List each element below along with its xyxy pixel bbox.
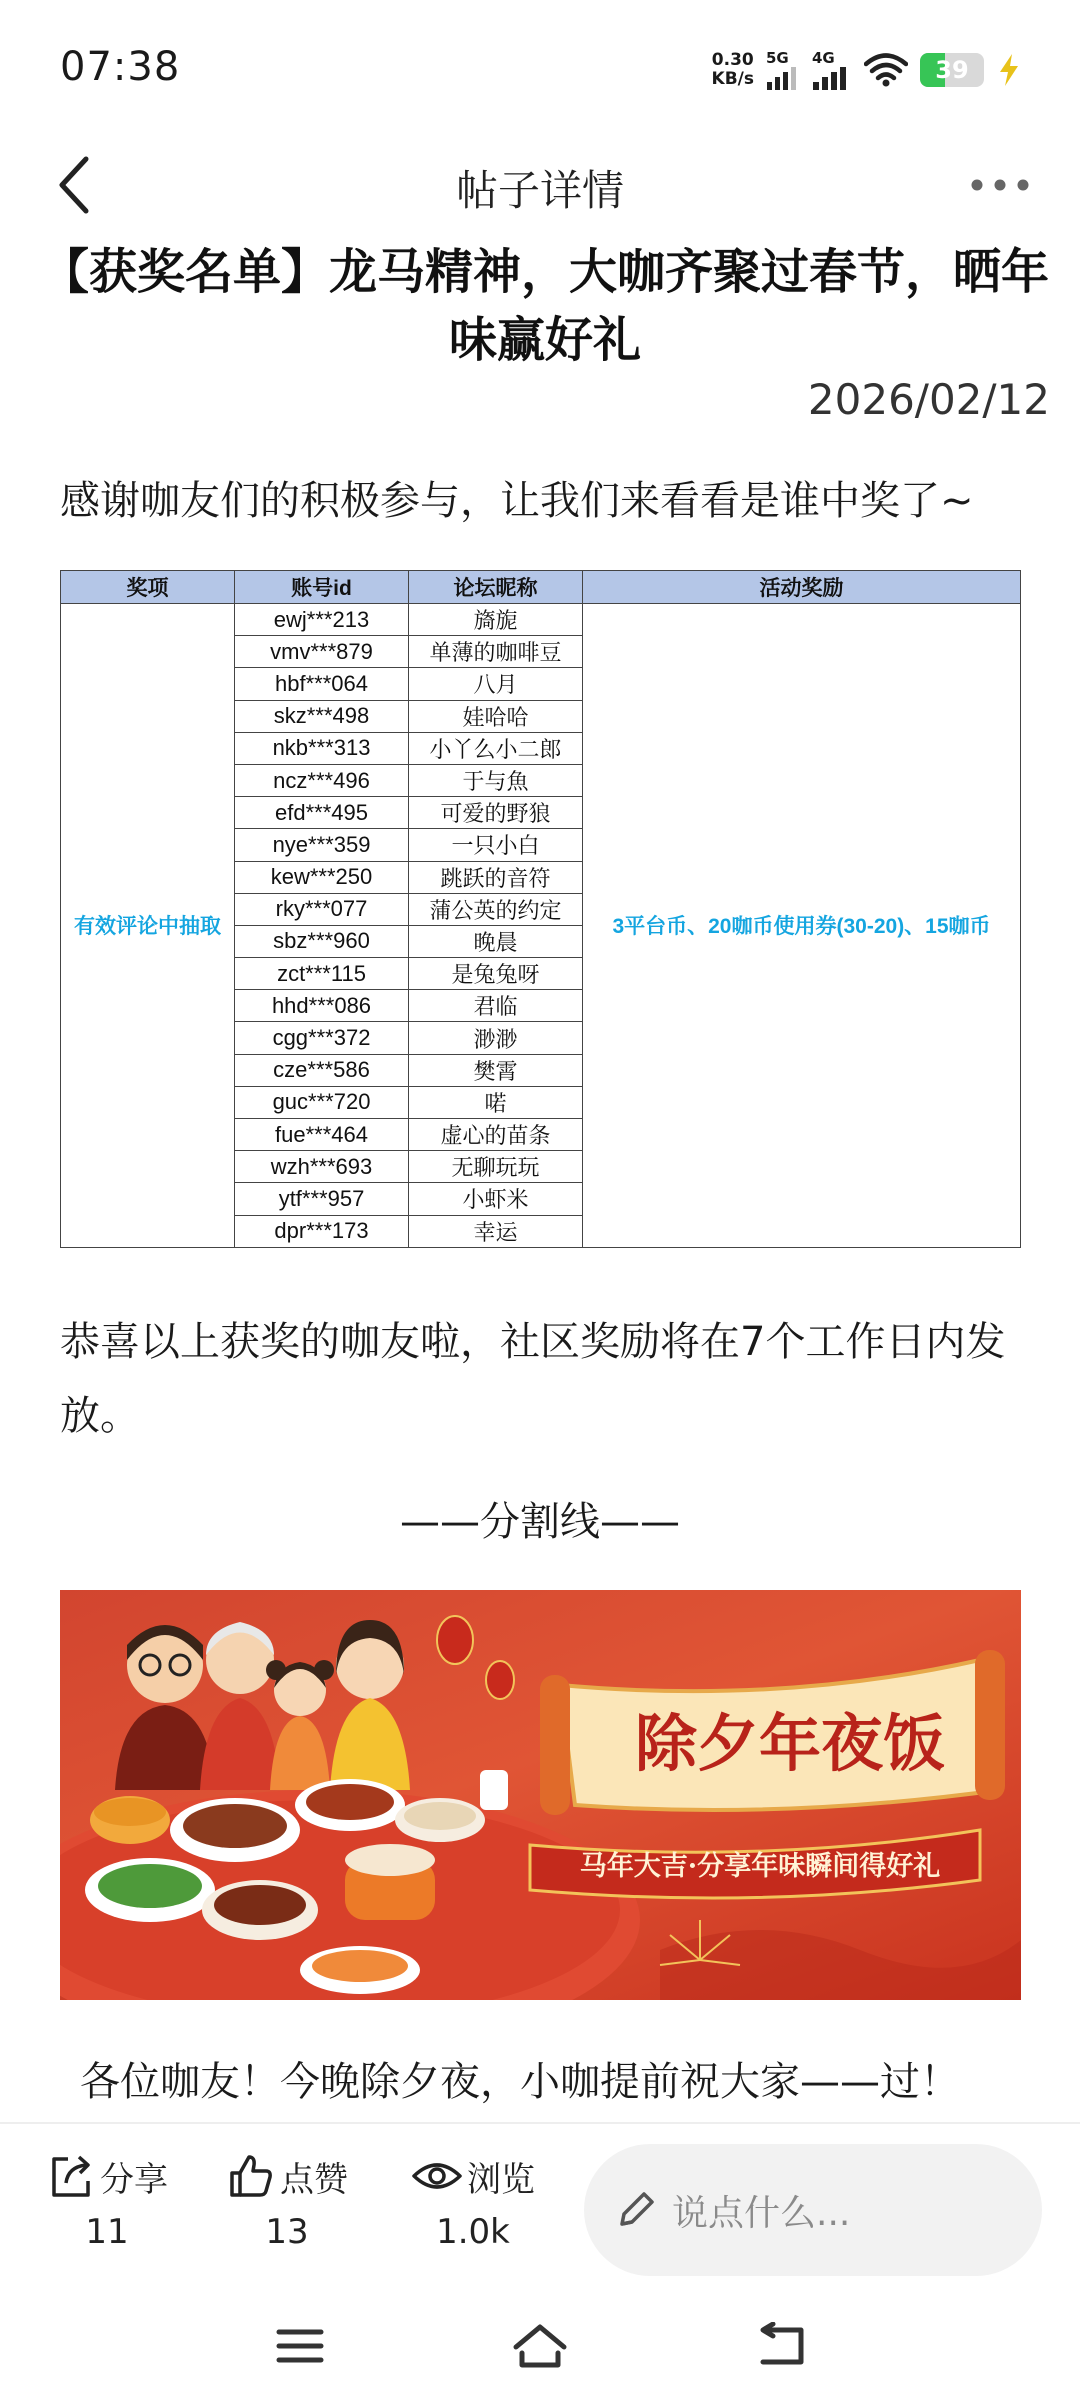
- nickname-cell: 喏: [409, 1086, 583, 1118]
- menu-icon: [275, 2326, 325, 2366]
- signal-4g-label: 4G: [812, 48, 835, 67]
- system-navigation-bar: [0, 2292, 1080, 2400]
- divider-text: ——分割线——: [400, 1499, 680, 1545]
- nickname-cell: 是兔兔呀: [409, 958, 583, 990]
- account-id-cell: nkb***313: [235, 732, 409, 764]
- header-nickname: 论坛昵称: [409, 571, 583, 604]
- share-button[interactable]: [32, 2148, 182, 2252]
- signal-5g-label: 5G: [766, 48, 789, 67]
- account-id-cell: skz***498: [235, 700, 409, 732]
- table-header-row: [61, 571, 1021, 604]
- nickname-cell: 虚心的苗条: [409, 1119, 583, 1151]
- nickname-cell: 幸运: [409, 1215, 583, 1247]
- battery-level: 39: [935, 56, 969, 84]
- account-id-cell: hbf***064: [235, 668, 409, 700]
- nickname-cell: 一只小白: [409, 829, 583, 861]
- more-options-button[interactable]: [960, 150, 1040, 220]
- wifi-icon: [864, 53, 908, 87]
- header-award: 奖项: [61, 571, 235, 604]
- back-arrow-icon: [753, 2322, 807, 2370]
- battery-indicator: [920, 53, 984, 87]
- page-title: 帖子详情: [455, 166, 624, 215]
- nickname-cell: 娃哈哈: [409, 700, 583, 732]
- nickname-cell: 可爱的野狼: [409, 797, 583, 829]
- account-id-cell: cze***586: [235, 1054, 409, 1086]
- header-prize: 活动奖励: [583, 571, 1021, 604]
- post-title: 【获奖名单】龙马精神，大咖齐聚过春节，晒年味赢好礼: [40, 244, 1049, 368]
- thumbs-up-icon: [226, 2151, 276, 2201]
- bottom-action-bar: [0, 2122, 1080, 2292]
- table-row: [61, 604, 1021, 636]
- account-id-cell: ytf***957: [235, 1183, 409, 1215]
- banner-heading: 除夕年夜饭: [634, 1707, 946, 1780]
- signal-5g: [766, 48, 800, 90]
- signal-bars-icon: [812, 66, 852, 90]
- charging-bolt-icon: [996, 52, 1022, 88]
- nickname-cell: 小丫么小二郎: [409, 732, 583, 764]
- nickname-cell: 樊霄: [409, 1054, 583, 1086]
- home-icon: [510, 2321, 570, 2371]
- status-time: 07:38: [60, 44, 181, 90]
- winners-table: [60, 570, 1021, 1248]
- account-id-cell: kew***250: [235, 861, 409, 893]
- like-label: 点赞: [280, 2159, 348, 2200]
- header-account-id: 账号id: [235, 571, 409, 604]
- nickname-cell: 君临: [409, 990, 583, 1022]
- account-id-cell: nye***359: [235, 829, 409, 861]
- account-id-cell: hhd***086: [235, 990, 409, 1022]
- status-bar: [0, 0, 1080, 140]
- account-id-cell: zct***115: [235, 958, 409, 990]
- banner-subheading: 马年大吉·分享年味瞬间得好礼: [579, 1851, 941, 1882]
- share-label: 分享: [100, 2159, 168, 2200]
- eye-icon: [411, 2151, 463, 2201]
- nickname-cell: 小虾米: [409, 1183, 583, 1215]
- share-icon: [46, 2151, 96, 2201]
- top-nav-bar: [0, 140, 1080, 230]
- views-label: 浏览: [467, 2159, 535, 2200]
- network-speed: [712, 51, 754, 89]
- menu-button[interactable]: [260, 2314, 340, 2378]
- account-id-cell: dpr***173: [235, 1215, 409, 1247]
- more-dots-icon: [970, 178, 1030, 192]
- like-count: 13: [265, 2212, 309, 2252]
- system-back-button[interactable]: [740, 2314, 820, 2378]
- nickname-cell: 跳跃的音符: [409, 861, 583, 893]
- views-indicator: [398, 2148, 548, 2252]
- intro-paragraph: 感谢咖友们的积极参与，让我们来看看是谁中奖了~: [60, 478, 974, 524]
- views-count: 1.0k: [436, 2212, 510, 2252]
- account-id-cell: vmv***879: [235, 636, 409, 668]
- pencil-icon: [614, 2188, 658, 2232]
- comment-placeholder: 说点什么...: [672, 2192, 851, 2234]
- nickname-cell: 于与魚: [409, 764, 583, 796]
- nickname-cell: 八月: [409, 668, 583, 700]
- banner-illustration: [60, 1590, 1021, 2000]
- like-button[interactable]: [212, 2148, 362, 2252]
- greeting-paragraph: 各位咖友！今晚除夕夜，小咖提前祝大家——过！: [80, 2059, 960, 2105]
- account-id-cell: ewj***213: [235, 604, 409, 636]
- account-id-cell: rky***077: [235, 893, 409, 925]
- account-id-cell: cgg***372: [235, 1022, 409, 1054]
- account-id-cell: sbz***960: [235, 925, 409, 957]
- prize-cell: 3平台币、20咖币使用券(30-20)、15咖币: [583, 604, 1021, 1248]
- nickname-cell: 旖旎: [409, 604, 583, 636]
- net-speed-unit: KB/s: [711, 69, 754, 89]
- nickname-cell: 蒲公英的约定: [409, 893, 583, 925]
- share-count: 11: [85, 2212, 129, 2252]
- account-id-cell: ncz***496: [235, 764, 409, 796]
- nickname-cell: 单薄的咖啡豆: [409, 636, 583, 668]
- account-id-cell: fue***464: [235, 1119, 409, 1151]
- account-id-cell: wzh***693: [235, 1151, 409, 1183]
- signal-4g: [812, 48, 852, 90]
- account-id-cell: efd***495: [235, 797, 409, 829]
- nickname-cell: 无聊玩玩: [409, 1151, 583, 1183]
- net-speed-value: 0.30: [711, 50, 754, 70]
- congrats-paragraph: 恭喜以上获奖的咖友啦，社区奖励将在7个工作日内发放。: [60, 1319, 1006, 1439]
- status-icons: [712, 46, 1022, 94]
- award-cell: 有效评论中抽取: [61, 604, 235, 1248]
- home-button[interactable]: [500, 2314, 580, 2378]
- post-date: 2026/02/12: [807, 375, 1050, 424]
- nickname-cell: 晚晨: [409, 925, 583, 957]
- nickname-cell: 渺渺: [409, 1022, 583, 1054]
- comment-input[interactable]: [584, 2144, 1042, 2276]
- account-id-cell: guc***720: [235, 1086, 409, 1118]
- new-year-banner-image: [60, 1590, 1021, 2000]
- signal-bars-icon: [766, 66, 800, 90]
